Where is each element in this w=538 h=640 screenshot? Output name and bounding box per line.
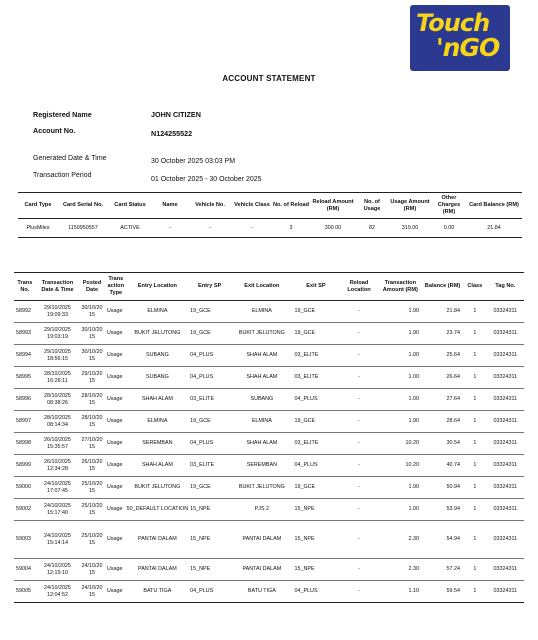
account-no-value: N124255522 [151,129,193,138]
summary-header: Card Balance (RM) [469,202,519,209]
txn-entry-sp: 04_PLUS [190,588,214,595]
txn-bal: 57.24 [446,566,461,573]
txn-exit-sp: 15_NPE [294,536,315,543]
txn-entry: BUKIT JELUTONG [134,484,181,491]
summary-header: Vehicle No. [195,202,225,209]
txn-entry-sp: 03_ELITE [190,462,215,469]
txn-tag: 03324311 [493,484,518,491]
txn-cls: 1 [473,308,477,315]
txn-reload: - [358,418,360,425]
txn-posted-day: 25/10/20 [81,480,103,487]
txn-reload: - [358,462,360,469]
txn-no: 58998 [16,440,31,447]
txn-reload: - [358,506,360,513]
txn-type: Usage [106,588,123,595]
txn-cls: 1 [473,566,477,573]
txn-time: 19:03:19 [46,333,68,340]
summary-header: Usage Amount (RM) [390,198,430,212]
summary-cell: 82 [369,224,375,231]
registered-name-value: JOHN CITIZEN [151,110,201,119]
txn-exit-sp: 19_GCE [294,330,316,337]
txn-type: Usage [106,440,123,447]
txn-bal: 40.74 [446,462,461,469]
txn-reload: - [358,396,360,403]
txn-posted-year: 15 [89,377,96,384]
txn-amt: 1.00 [408,352,420,359]
txn-date: 29/10/2025 [43,326,71,333]
txn-type: Usage [106,418,123,425]
txn-datetime [36,323,79,345]
txn-datetime [36,581,79,603]
txn-exit: PANTAI DALAM [242,536,282,543]
txn-posted-year: 15 [89,509,96,516]
txn-bal: 54.94 [446,536,461,543]
txn-datetime [36,345,79,367]
txn-exit: SUBANG [250,396,274,403]
txn-exit: PJS 2 [254,506,270,513]
txn-amt: 1.00 [408,506,420,513]
summary-row [18,219,522,238]
txn-row [14,455,524,477]
txn-row [14,389,524,411]
txn-exit-sp: 04_PLUS [294,588,318,595]
txn-reload: - [358,374,360,381]
txn-posted-date [79,581,105,603]
txn-posted-day: 27/10/20 [81,436,103,443]
transactions-table [14,272,524,603]
summary-cell: 300.00 [324,224,342,231]
txn-entry: BUKIT JELUTONG [134,330,181,337]
txn-header: Reload Location [347,279,371,293]
txn-no: 58997 [16,418,31,425]
summary-cell: 1159950557 [68,224,98,231]
txn-posted-year: 15 [89,539,96,546]
txn-entry-sp: 04_PLUS [190,440,214,447]
txn-cls: 1 [473,588,477,595]
txn-tag: 03324311 [493,566,518,573]
txn-bal: 30.54 [446,440,461,447]
txn-datetime [36,559,79,581]
txn-exit-sp: 15_NPE [294,566,315,573]
txn-posted-year: 15 [89,311,96,318]
txn-time: 12:19:10 [46,569,68,576]
txn-time: 12:04:52 [46,591,68,598]
txn-header: Trans No. [17,279,33,293]
txn-datetime [36,499,79,521]
txn-header: Exit SP [306,283,326,290]
txn-posted-date [79,521,105,559]
txn-entry: SUBANG [146,352,169,359]
summary-header: No. of Reload [272,202,310,209]
txn-amt: 10.20 [405,440,420,447]
txn-amt: 10.20 [405,462,420,469]
txn-reload: - [358,536,360,543]
txn-tag: 03324311 [493,418,518,425]
txn-reload: - [358,330,360,337]
txn-header: Transaction Date & Time [41,279,74,293]
txn-posted-date [79,559,105,581]
txn-entry-sp: 15_NPE [190,506,211,513]
txn-entry: ELMINA [147,418,168,425]
txn-datetime [36,455,79,477]
txn-type: Usage [106,484,123,491]
txn-cls: 1 [473,418,477,425]
txn-row [14,411,524,433]
txn-datetime [36,367,79,389]
touchngo-logo [410,5,510,71]
txn-tag: 03324311 [493,374,518,381]
txn-date: 26/10/2025 [43,458,71,465]
summary-header: Name [162,202,178,209]
txn-row [14,559,524,581]
txn-reload: - [358,308,360,315]
txn-time: 08:14:34 [46,421,68,428]
txn-exit: SHAH ALAM [246,352,278,359]
txn-reload: - [358,588,360,595]
txn-bal: 27.64 [446,396,461,403]
txn-posted-day: 28/10/20 [81,392,103,399]
txn-bal: 59.54 [446,588,461,595]
txn-bal: 25.64 [446,352,461,359]
txn-datetime [36,301,79,323]
txn-row [14,367,524,389]
summary-header: Card Type [24,202,52,209]
summary-header: Card Status [114,202,146,209]
txn-no: 59003 [16,536,31,543]
txn-posted-day: 29/10/20 [81,370,103,377]
txn-date: 26/10/2025 [43,436,71,443]
txn-reload: - [358,352,360,359]
txn-row [14,581,524,603]
txn-exit-sp: 15_NPE [294,506,315,513]
txn-posted-day: 30/10/20 [81,348,103,355]
txn-cls: 1 [473,484,477,491]
txn-no: 58992 [16,308,31,315]
txn-entry-sp: 19_GCE [190,418,211,425]
txn-type: Usage [106,462,123,469]
txn-type: Usage [106,506,123,513]
txn-type: Usage [106,308,123,315]
summary-cell: - [209,224,211,231]
txn-exit: BUKIT JELUTONG [238,484,285,491]
card-summary-table [18,192,522,238]
txn-posted-year: 15 [89,421,96,428]
txn-amt: 1.90 [408,484,420,491]
txn-datetime [36,433,79,455]
txn-cls: 1 [473,352,477,359]
txn-bal: 23.74 [446,330,461,337]
txn-entry: BATU TIGA [143,588,172,595]
txn-type: Usage [106,396,123,403]
txn-date: 24/10/2025 [43,584,71,591]
txn-posted-date [79,477,105,499]
txn-row [14,521,524,559]
summary-cell: 319.00 [401,224,419,231]
txn-posted-year: 15 [89,355,96,362]
txn-type: Usage [106,330,123,337]
txn-datetime [36,389,79,411]
account-no-label: Account No. [33,126,76,135]
txn-time: 16:26:11 [47,377,68,384]
txn-entry-sp: 15_NPE [190,566,211,573]
txn-tag: 03324311 [493,308,518,315]
txn-tag: 03324311 [493,440,518,447]
txn-no: 59005 [16,588,31,595]
txn-posted-date [79,367,105,389]
txn-amt: 1.10 [408,588,420,595]
txn-header: Entry Location [137,283,177,290]
generated-value: 30 October 2025 03:03 PM [151,158,236,165]
txn-time: 15:35:57 [46,443,68,450]
txn-tag: 03324311 [493,462,518,469]
txn-entry: SUBANG [146,374,169,381]
txn-header: Posted Date [82,279,102,293]
txn-cls: 1 [473,462,477,469]
txn-entry: SHAH ALAM [141,396,173,403]
txn-date: 28/10/2025 [43,392,71,399]
txn-bal: 26.64 [446,374,461,381]
txn-posted-year: 15 [89,487,96,494]
txn-entry-sp: 03_ELITE [190,396,215,403]
txn-cls: 1 [473,440,477,447]
txn-date: 24/10/2025 [43,480,71,487]
txn-row [14,323,524,345]
txn-tag: 03324311 [493,588,518,595]
txn-tag: 03324311 [493,330,518,337]
txn-tag: 03324311 [493,536,518,543]
txn-amt: 2.30 [408,566,420,573]
txn-no: 58995 [16,374,31,381]
txn-amt: 1.00 [408,374,420,381]
txn-entry-sp: 04_PLUS [190,374,214,381]
generated-label: Generated Date & Time [33,155,107,162]
txn-header: Class [467,283,483,290]
txn-exit-sp: 03_ELITE [294,352,319,359]
txn-time: 15:17:40 [46,509,68,516]
txn-time: 18:56:15 [46,355,68,362]
txn-bal: 53.94 [446,506,461,513]
txn-exit-sp: 19_GCE [294,308,316,315]
txn-entry-sp: 19_GCE [190,484,211,491]
txn-no: 58999 [16,462,31,469]
summary-cell: 3 [289,224,293,231]
txn-posted-year: 15 [89,465,96,472]
txn-amt: 1.00 [408,396,420,403]
summary-cell: ACTIVE [120,224,140,231]
txn-time: 19:09:33 [46,311,68,318]
txn-date: 24/10/2025 [43,502,71,509]
txn-posted-date [79,433,105,455]
txn-posted-date [79,411,105,433]
txn-entry: PANTAI DALAM [138,566,177,573]
txn-date: 24/10/2025 [43,562,71,569]
txn-tag: 03324311 [493,396,518,403]
txn-posted-date [79,455,105,477]
period-value: 01 October 2025 - 30 October 2025 [151,176,262,183]
summary-cell: - [251,224,253,231]
summary-cell: 21.84 [487,224,501,231]
txn-entry: 50_DEFAULT LOCATION [126,506,189,513]
txn-entry-sp: 19_GCE [190,330,211,337]
transactions-header-row [14,273,524,301]
txn-exit-sp: 04_PLUS [294,396,318,403]
summary-cell: - [169,224,171,231]
txn-exit-sp: 19_GCE [294,484,316,491]
txn-row [14,499,524,521]
txn-exit: SEREMBAN [246,462,277,469]
txn-cls: 1 [473,506,477,513]
txn-type: Usage [106,566,123,573]
summary-header: Vehicle Class [234,202,270,209]
txn-reload: - [358,484,360,491]
txn-exit: BUKIT JELUTONG [238,330,285,337]
txn-posted-day: 24/10/20 [81,562,103,569]
txn-row [14,301,524,323]
summary-header-row [18,193,522,219]
txn-entry-sp: 04_PLUS [190,352,214,359]
summary-cell: 0.00 [443,224,455,231]
txn-row [14,345,524,367]
txn-posted-year: 15 [89,569,96,576]
txn-time: 17:07:45 [46,487,68,494]
txn-exit-sp: 03_ELITE [294,374,319,381]
txn-entry: SHAH ALAM [141,462,173,469]
txn-posted-year: 15 [89,591,96,598]
txn-type: Usage [106,352,123,359]
txn-header: Transaction Amount (RM) [382,279,418,293]
txn-posted-date [79,301,105,323]
summary-header: Reload Amount (RM) [312,198,354,212]
txn-entry-sp: 15_NPE [190,536,211,543]
txn-no: 59004 [16,566,31,573]
summary-header: Other Charges (RM) [437,195,461,215]
txn-posted-date [79,323,105,345]
txn-date: 28/10/2025 [43,370,71,377]
txn-header: Balance (RM) [424,283,461,290]
txn-no: 59002 [16,506,31,513]
summary-cell: PlusMiles [26,224,50,231]
txn-tag: 03324311 [493,352,518,359]
txn-entry-sp: 19_GCE [190,308,211,315]
txn-bal: 21.84 [446,308,461,315]
txn-entry: PANTAI DALAM [138,536,177,543]
txn-entry: SEREMBAN [142,440,173,447]
txn-cls: 1 [473,374,477,381]
txn-exit: SHAH ALAM [246,374,278,381]
txn-exit: ELMINA [251,308,272,315]
txn-date: 29/10/2025 [43,348,71,355]
txn-exit-sp: 04_PLUS [294,462,318,469]
txn-posted-day: 30/10/20 [81,326,103,333]
summary-header: Card Serial No. [62,202,104,209]
txn-reload: - [358,440,360,447]
txn-amt: 1.90 [408,308,420,315]
txn-amt: 2.30 [408,536,420,543]
txn-row [14,477,524,499]
txn-posted-date [79,389,105,411]
txn-posted-date [79,345,105,367]
txn-cls: 1 [473,330,477,337]
txn-posted-day: 25/10/20 [81,502,103,509]
txn-exit-sp: 03_ELITE [294,440,319,447]
summary-header: No. of Usage [363,198,381,212]
txn-header: Trans action Type [107,276,125,296]
txn-posted-date [79,499,105,521]
txn-cls: 1 [473,536,477,543]
txn-time: 12:34:28 [46,465,68,472]
txn-tag: 03324311 [493,506,518,513]
txn-type: Usage [106,536,123,543]
txn-exit: ELMINA [251,418,272,425]
txn-type: Usage [106,374,123,381]
txn-datetime [36,477,79,499]
txn-no: 58996 [16,396,31,403]
txn-posted-day: 25/10/20 [81,532,103,539]
registered-name-label: Registered Name [33,110,92,119]
txn-no: 59000 [16,484,31,491]
txn-no: 58993 [16,330,31,337]
logo-text-ngo: 'nGO [436,33,500,62]
txn-datetime [36,521,79,559]
txn-posted-year: 15 [89,443,96,450]
txn-posted-day: 24/10/20 [81,584,103,591]
txn-row [14,433,524,455]
txn-no: 58994 [16,352,31,359]
txn-cls: 1 [473,396,477,403]
txn-bal: 28.64 [446,418,461,425]
txn-exit-sp: 19_GCE [294,418,316,425]
txn-amt: 1.90 [408,330,420,337]
txn-exit: SHAH ALAM [246,440,278,447]
txn-posted-day: 28/10/20 [81,414,103,421]
period-label: Transaction Period [33,172,92,179]
txn-exit: BATU TIGA [247,588,276,595]
txn-date: 28/10/2025 [43,414,71,421]
txn-posted-day: 30/10/20 [81,304,103,311]
logo-text-touch: Touch [416,9,490,37]
txn-header: Exit Location [244,283,280,290]
txn-time: 08:38:26 [46,399,68,406]
page-title: ACCOUNT STATEMENT [222,74,316,83]
txn-posted-day: 26/10/20 [81,458,103,465]
txn-amt: 1.90 [408,418,420,425]
txn-date: 24/10/2025 [43,532,71,539]
txn-date: 29/10/2025 [43,304,71,311]
txn-bal: 50.94 [446,484,461,491]
txn-posted-year: 15 [89,399,96,406]
txn-header: Entry SP [198,283,222,290]
txn-reload: - [358,566,360,573]
txn-time: 15:14:14 [46,539,68,546]
txn-exit: PANTAI DALAM [242,566,282,573]
txn-header: Tag No. [495,283,516,290]
txn-datetime [36,411,79,433]
txn-posted-year: 15 [89,333,96,340]
txn-entry: ELMINA [147,308,168,315]
